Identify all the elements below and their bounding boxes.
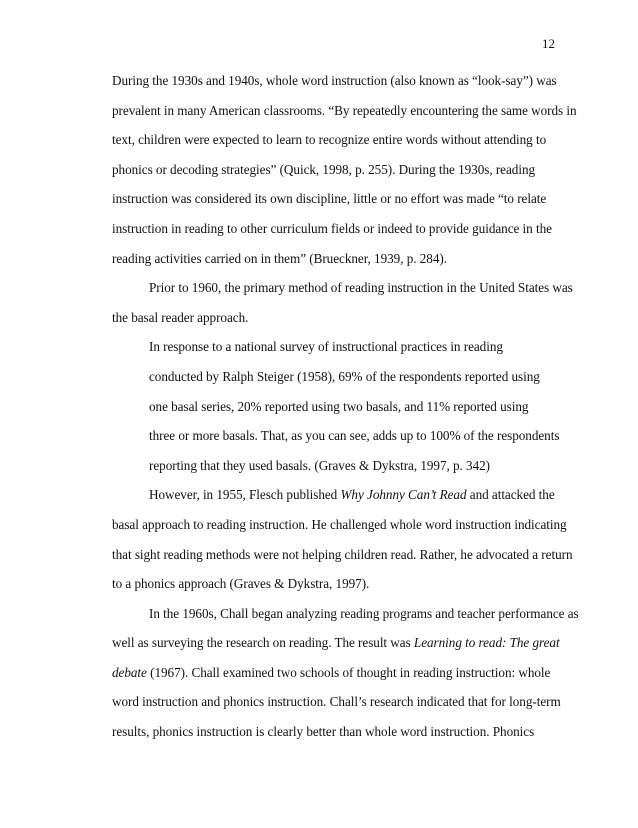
text-line: to a phonics approach (Graves & Dykstra, 1997). bbox=[112, 576, 370, 592]
block-quote-line: reporting that they used basals. (Graves & Dykstra, 1997, p. 342) bbox=[149, 457, 491, 473]
text-line bbox=[112, 628, 558, 658]
text-line: word instruction and phonics instruction. Chall’s research indicated that for long-term bbox=[112, 694, 561, 710]
text-span: However, in 1955, Flesch published bbox=[149, 487, 341, 503]
text-span: well as surveying the research on reading. The result was bbox=[112, 635, 414, 651]
text-line: phonics or decoding strategies” (Quick, 1998, p. 255). During the 1930s, reading bbox=[112, 161, 536, 177]
text-line bbox=[112, 658, 558, 688]
block-quote-line: conducted by Ralph Steiger (1958), 69% of the respondents reported using bbox=[149, 368, 540, 384]
text-line: text, children were expected to learn to recognize entire words without attending to bbox=[112, 132, 547, 148]
book-title: Why Johnny Can’t Read bbox=[340, 487, 467, 503]
page-number: 12 bbox=[542, 36, 555, 51]
text-line: reading activities carried on in them” (Brueckner, 1939, p. 284). bbox=[112, 250, 447, 266]
text-span: (1967). Chall examined two schools of thought in reading instruction: whole bbox=[146, 664, 551, 680]
text-line: the basal reader approach. bbox=[112, 309, 249, 325]
block-quote-line: In response to a national survey of instructional practices in reading bbox=[149, 339, 503, 355]
text-line: that sight reading methods were not helping children read. Rather, he advocated a return bbox=[112, 546, 573, 562]
book-title: Learning to read: The great bbox=[413, 635, 560, 651]
text-line: basal approach to reading instruction. He challenged whole word instruction indicating bbox=[112, 516, 567, 532]
block-quote-line: one basal series, 20% reported using two basals, and 11% reported using bbox=[149, 398, 529, 414]
text-line: Prior to 1960, the primary method of reading instruction in the United States was bbox=[149, 280, 573, 296]
text-line: In the 1960s, Chall began analyzing reading programs and teacher performance as bbox=[149, 605, 579, 621]
book-title: debate bbox=[112, 664, 147, 680]
text-line: During the 1930s and 1940s, whole word instruction (also known as “look-say”) was bbox=[112, 73, 557, 88]
block-quote-line: three or more basals. That, as you can see, adds up to 100% of the respondents bbox=[149, 428, 560, 444]
text-line bbox=[112, 480, 558, 510]
text-line: instruction in reading to other curriculum fields or indeed to provide guidance in the bbox=[112, 220, 552, 236]
text-line: prevalent in many American classrooms. “By repeatedly encountering the same words in bbox=[112, 102, 577, 118]
text-line: instruction was considered its own discipline, little or no effort was made “to relate bbox=[112, 191, 547, 207]
text-span: and attacked the bbox=[466, 487, 555, 503]
text-line: results, phonics instruction is clearly better than whole word instruction. Phonics bbox=[112, 724, 535, 740]
body-text bbox=[112, 66, 579, 747]
